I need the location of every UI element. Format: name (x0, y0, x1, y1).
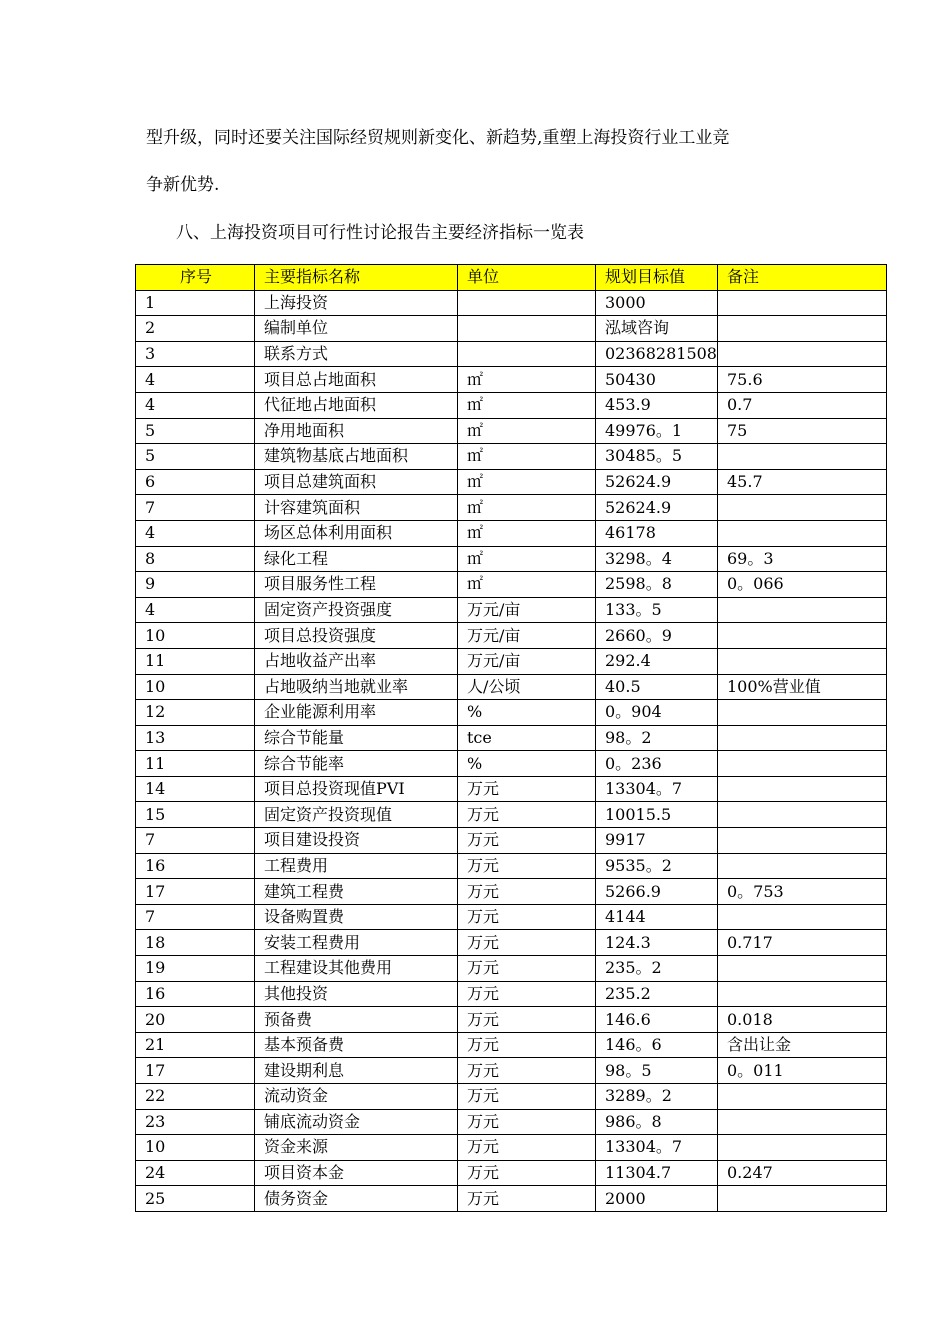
table-row (136, 751, 887, 777)
cell-target-value: 46178 (596, 520, 718, 546)
cell-indicator-name: 流动资金 (255, 1084, 458, 1110)
cell-indicator-name: 建筑工程费 (255, 879, 458, 905)
cell-indicator-name: 代征地占地面积 (255, 392, 458, 418)
table-row (136, 316, 887, 342)
cell-serial-number: 19 (136, 956, 255, 982)
cell-unit: ㎡ (458, 392, 596, 418)
cell-indicator-name: 占地收益产出率 (255, 648, 458, 674)
cell-serial-number: 4 (136, 392, 255, 418)
cell-serial-number: 5 (136, 418, 255, 444)
cell-serial-number: 2 (136, 316, 255, 342)
cell-target-value: 98。5 (596, 1058, 718, 1084)
cell-indicator-name: 上海投资 (255, 290, 458, 316)
cell-indicator-name: 债务资金 (255, 1186, 458, 1212)
table-row (136, 904, 887, 930)
cell-remarks: 0.018 (718, 1007, 887, 1033)
section-heading: 八、上海投资项目可行性讨论报告主要经济指标一览表 (176, 223, 584, 243)
cell-remarks (718, 290, 887, 316)
cell-unit: ㎡ (458, 495, 596, 521)
cell-unit: 万元 (458, 1084, 596, 1110)
table-row (136, 1007, 887, 1033)
cell-target-value: 10015.5 (596, 802, 718, 828)
cell-unit: 万元 (458, 981, 596, 1007)
cell-indicator-name: 项目总投资强度 (255, 623, 458, 649)
cell-unit: 万元 (458, 1007, 596, 1033)
cell-indicator-name: 铺底流动资金 (255, 1109, 458, 1135)
cell-unit (458, 290, 596, 316)
cell-indicator-name: 编制单位 (255, 316, 458, 342)
cell-indicator-name: 项目服务性工程 (255, 572, 458, 598)
paragraph-line-2: 争新优势. (146, 175, 220, 195)
cell-indicator-name: 工程费用 (255, 853, 458, 879)
cell-target-value: 5266.9 (596, 879, 718, 905)
cell-indicator-name: 绿化工程 (255, 546, 458, 572)
cell-unit: 万元 (458, 776, 596, 802)
table-row (136, 674, 887, 700)
cell-remarks: 75.6 (718, 367, 887, 393)
cell-remarks (718, 597, 887, 623)
cell-remarks: 69。3 (718, 546, 887, 572)
cell-unit: 人/公顷 (458, 674, 596, 700)
cell-unit: tce (458, 725, 596, 751)
table-row (136, 444, 887, 470)
cell-unit: 万元 (458, 802, 596, 828)
cell-unit: 万元 (458, 1058, 596, 1084)
cell-indicator-name: 工程建设其他费用 (255, 956, 458, 982)
cell-indicator-name: 项目总投资现值PVI (255, 776, 458, 802)
cell-remarks: 0。011 (718, 1058, 887, 1084)
cell-serial-number: 20 (136, 1007, 255, 1033)
cell-serial-number: 16 (136, 853, 255, 879)
cell-serial-number: 22 (136, 1084, 255, 1110)
cell-serial-number: 8 (136, 546, 255, 572)
cell-remarks (718, 981, 887, 1007)
table-row (136, 469, 887, 495)
cell-serial-number: 18 (136, 930, 255, 956)
table-row (136, 367, 887, 393)
cell-indicator-name: 固定资产投资现值 (255, 802, 458, 828)
cell-unit (458, 316, 596, 342)
cell-indicator-name: 计容建筑面积 (255, 495, 458, 521)
table-row (136, 1109, 887, 1135)
cell-unit: ㎡ (458, 469, 596, 495)
cell-unit: 万元 (458, 956, 596, 982)
cell-remarks (718, 341, 887, 367)
table-row (136, 776, 887, 802)
cell-serial-number: 5 (136, 444, 255, 470)
cell-target-value: 133。5 (596, 597, 718, 623)
cell-target-value: 9535。2 (596, 853, 718, 879)
cell-unit: ㎡ (458, 546, 596, 572)
header-remarks: 备注 (718, 265, 887, 291)
cell-target-value: 124.3 (596, 930, 718, 956)
cell-unit (458, 341, 596, 367)
cell-serial-number: 7 (136, 904, 255, 930)
cell-serial-number: 23 (136, 1109, 255, 1135)
cell-target-value: 52624.9 (596, 495, 718, 521)
table-row (136, 700, 887, 726)
cell-target-value: 2598。8 (596, 572, 718, 598)
cell-indicator-name: 其他投资 (255, 981, 458, 1007)
table-row (136, 1058, 887, 1084)
cell-target-value: 986。8 (596, 1109, 718, 1135)
cell-indicator-name: 项目总占地面积 (255, 367, 458, 393)
table-row (136, 495, 887, 521)
cell-serial-number: 11 (136, 648, 255, 674)
cell-target-value: 235.2 (596, 981, 718, 1007)
cell-serial-number: 6 (136, 469, 255, 495)
cell-remarks (718, 700, 887, 726)
table-row (136, 290, 887, 316)
cell-indicator-name: 建筑物基底占地面积 (255, 444, 458, 470)
cell-unit: 万元 (458, 930, 596, 956)
cell-unit: ㎡ (458, 418, 596, 444)
cell-remarks: 0。753 (718, 879, 887, 905)
cell-serial-number: 21 (136, 1032, 255, 1058)
cell-unit: 万元 (458, 853, 596, 879)
cell-target-value: 98。2 (596, 725, 718, 751)
table-row (136, 956, 887, 982)
cell-remarks (718, 520, 887, 546)
cell-indicator-name: 建设期利息 (255, 1058, 458, 1084)
cell-unit: 万元 (458, 1160, 596, 1186)
cell-serial-number: 25 (136, 1186, 255, 1212)
cell-target-value: 2660。9 (596, 623, 718, 649)
cell-target-value: 3000 (596, 290, 718, 316)
cell-serial-number: 10 (136, 674, 255, 700)
cell-remarks: 100%营业值 (718, 674, 887, 700)
cell-serial-number: 10 (136, 623, 255, 649)
cell-target-value: 02368281508 (596, 341, 718, 367)
table-row (136, 853, 887, 879)
cell-indicator-name: 安装工程费用 (255, 930, 458, 956)
table-row (136, 1032, 887, 1058)
cell-indicator-name: 场区总体利用面积 (255, 520, 458, 546)
cell-remarks (718, 444, 887, 470)
cell-serial-number: 13 (136, 725, 255, 751)
cell-unit: 万元/亩 (458, 597, 596, 623)
cell-remarks: 75 (718, 418, 887, 444)
cell-unit: ㎡ (458, 444, 596, 470)
cell-remarks: 0.247 (718, 1160, 887, 1186)
cell-target-value: 146.6 (596, 1007, 718, 1033)
cell-target-value: 292.4 (596, 648, 718, 674)
cell-remarks (718, 1109, 887, 1135)
cell-unit: ㎡ (458, 572, 596, 598)
cell-target-value: 4144 (596, 904, 718, 930)
table-row (136, 1186, 887, 1212)
table-row (136, 1084, 887, 1110)
cell-remarks (718, 751, 887, 777)
table-row (136, 341, 887, 367)
header-indicator-name: 主要指标名称 (255, 265, 458, 291)
cell-indicator-name: 综合节能率 (255, 751, 458, 777)
cell-remarks (718, 725, 887, 751)
header-serial-number: 序号 (136, 265, 255, 291)
table-row (136, 725, 887, 751)
cell-indicator-name: 基本预备费 (255, 1032, 458, 1058)
cell-unit: 万元/亩 (458, 623, 596, 649)
cell-target-value: 52624.9 (596, 469, 718, 495)
cell-remarks (718, 648, 887, 674)
cell-target-value: 13304。7 (596, 776, 718, 802)
cell-serial-number: 9 (136, 572, 255, 598)
cell-unit: ㎡ (458, 520, 596, 546)
cell-unit: 万元 (458, 828, 596, 854)
cell-serial-number: 17 (136, 879, 255, 905)
cell-target-value: 30485。5 (596, 444, 718, 470)
cell-remarks (718, 623, 887, 649)
cell-remarks (718, 495, 887, 521)
cell-remarks (718, 853, 887, 879)
cell-serial-number: 16 (136, 981, 255, 1007)
table-body (136, 290, 887, 1211)
cell-unit: 万元 (458, 1186, 596, 1212)
cell-serial-number: 10 (136, 1135, 255, 1161)
cell-indicator-name: 固定资产投资强度 (255, 597, 458, 623)
header-target-value: 规划目标值 (596, 265, 718, 291)
cell-remarks: 0。066 (718, 572, 887, 598)
paragraph-line-1: 型升级，同时还要关注国际经贸规则新变化、新趋势,重塑上海投资行业工业竞 (146, 128, 730, 148)
table-row (136, 802, 887, 828)
cell-remarks: 含出让金 (718, 1032, 887, 1058)
cell-remarks (718, 1084, 887, 1110)
cell-target-value: 3298。4 (596, 546, 718, 572)
cell-unit: 万元/亩 (458, 648, 596, 674)
cell-indicator-name: 综合节能量 (255, 725, 458, 751)
cell-indicator-name: 净用地面积 (255, 418, 458, 444)
cell-serial-number: 3 (136, 341, 255, 367)
cell-indicator-name: 设备购置费 (255, 904, 458, 930)
cell-unit: 万元 (458, 1109, 596, 1135)
cell-target-value: 2000 (596, 1186, 718, 1212)
table-row (136, 520, 887, 546)
cell-remarks (718, 776, 887, 802)
cell-indicator-name: 项目总建筑面积 (255, 469, 458, 495)
cell-unit: % (458, 751, 596, 777)
cell-target-value: 0。904 (596, 700, 718, 726)
table-row (136, 418, 887, 444)
table-row (136, 392, 887, 418)
cell-serial-number: 17 (136, 1058, 255, 1084)
cell-unit: 万元 (458, 904, 596, 930)
cell-remarks (718, 802, 887, 828)
header-unit: 单位 (458, 265, 596, 291)
cell-unit: 万元 (458, 1032, 596, 1058)
cell-serial-number: 12 (136, 700, 255, 726)
cell-unit: ㎡ (458, 367, 596, 393)
table-row (136, 828, 887, 854)
cell-indicator-name: 资金来源 (255, 1135, 458, 1161)
cell-serial-number: 15 (136, 802, 255, 828)
cell-serial-number: 1 (136, 290, 255, 316)
table-row (136, 648, 887, 674)
table-row (136, 1135, 887, 1161)
cell-serial-number: 14 (136, 776, 255, 802)
cell-remarks: 45.7 (718, 469, 887, 495)
cell-target-value: 泓域咨询 (596, 316, 718, 342)
cell-remarks (718, 1186, 887, 1212)
cell-serial-number: 24 (136, 1160, 255, 1186)
cell-target-value: 11304.7 (596, 1160, 718, 1186)
cell-indicator-name: 占地吸纳当地就业率 (255, 674, 458, 700)
cell-serial-number: 4 (136, 520, 255, 546)
cell-target-value: 50430 (596, 367, 718, 393)
table-row (136, 572, 887, 598)
cell-target-value: 0。236 (596, 751, 718, 777)
cell-serial-number: 4 (136, 367, 255, 393)
table-row (136, 981, 887, 1007)
cell-remarks (718, 1135, 887, 1161)
cell-serial-number: 4 (136, 597, 255, 623)
cell-unit: % (458, 700, 596, 726)
cell-indicator-name: 项目资本金 (255, 1160, 458, 1186)
cell-unit: 万元 (458, 879, 596, 905)
table-row (136, 597, 887, 623)
cell-remarks: 0.717 (718, 930, 887, 956)
table-row (136, 1160, 887, 1186)
table-row (136, 879, 887, 905)
economic-indicators-table (135, 264, 887, 1212)
cell-remarks (718, 956, 887, 982)
cell-remarks: 0.7 (718, 392, 887, 418)
cell-remarks (718, 904, 887, 930)
cell-indicator-name: 联系方式 (255, 341, 458, 367)
cell-unit: 万元 (458, 1135, 596, 1161)
table-row (136, 930, 887, 956)
cell-serial-number: 7 (136, 828, 255, 854)
cell-remarks (718, 828, 887, 854)
cell-target-value: 40.5 (596, 674, 718, 700)
cell-target-value: 235。2 (596, 956, 718, 982)
cell-remarks (718, 316, 887, 342)
cell-target-value: 3289。2 (596, 1084, 718, 1110)
cell-target-value: 49976。1 (596, 418, 718, 444)
cell-target-value: 453.9 (596, 392, 718, 418)
cell-indicator-name: 企业能源利用率 (255, 700, 458, 726)
cell-serial-number: 7 (136, 495, 255, 521)
cell-target-value: 146。6 (596, 1032, 718, 1058)
cell-serial-number: 11 (136, 751, 255, 777)
cell-target-value: 13304。7 (596, 1135, 718, 1161)
table-row (136, 623, 887, 649)
cell-indicator-name: 项目建设投资 (255, 828, 458, 854)
table-header-row (136, 265, 887, 291)
table-row (136, 546, 887, 572)
cell-indicator-name: 预备费 (255, 1007, 458, 1033)
cell-target-value: 9917 (596, 828, 718, 854)
